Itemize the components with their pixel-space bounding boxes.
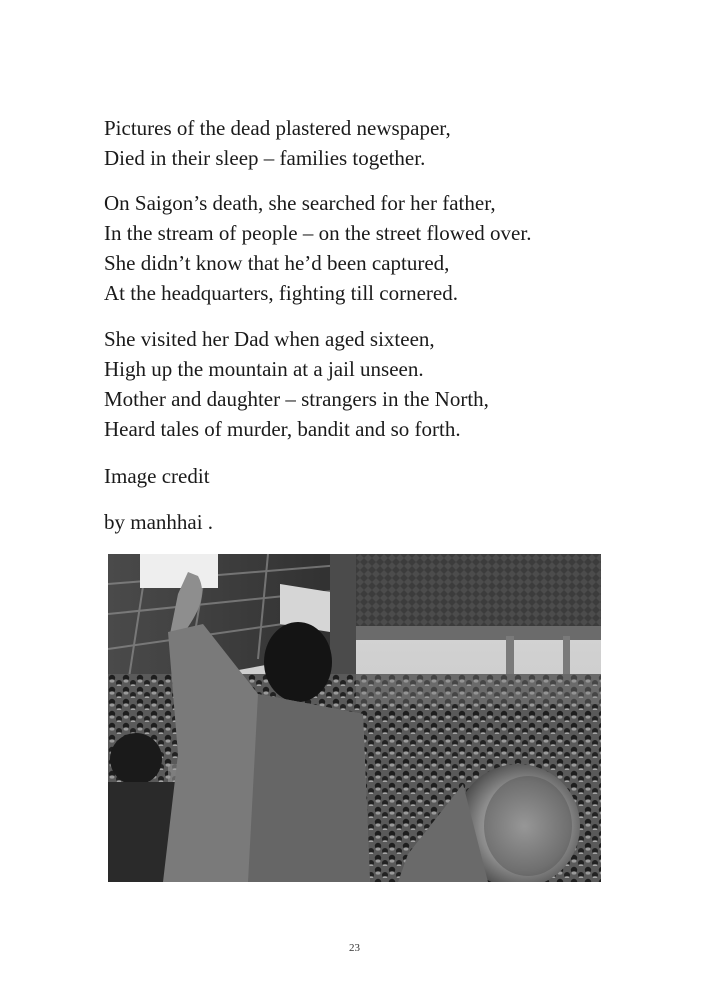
image-credit-label: Image credit	[104, 464, 210, 488]
poem-line: She didn’t know that he’d been captured,	[104, 251, 450, 275]
poem-line: At the headquarters, fighting till cornered.	[104, 281, 458, 305]
poem-line: Heard tales of murder, bandit and so forth.	[104, 417, 461, 441]
poem-line: On Saigon’s death, she searched for her father,	[104, 191, 496, 215]
stanza-1	[104, 113, 451, 173]
poem-line: Died in their sleep – families together.	[104, 146, 426, 170]
crowd-photograph	[108, 554, 601, 882]
poem-line: Mother and daughter – strangers in the North,	[104, 387, 489, 411]
stanza-3	[104, 324, 489, 444]
page-number: 23	[349, 942, 360, 954]
poem-line: Pictures of the dead plastered newspaper,	[104, 116, 451, 140]
poem-line: She visited her Dad when aged sixteen,	[104, 327, 435, 351]
poem-line: In the stream of people – on the street flowed over.	[104, 221, 532, 245]
poem-line: High up the mountain at a jail unseen.	[104, 357, 424, 381]
image-credit-byline: by manhhai .	[104, 510, 214, 534]
stanza-2	[104, 188, 531, 308]
